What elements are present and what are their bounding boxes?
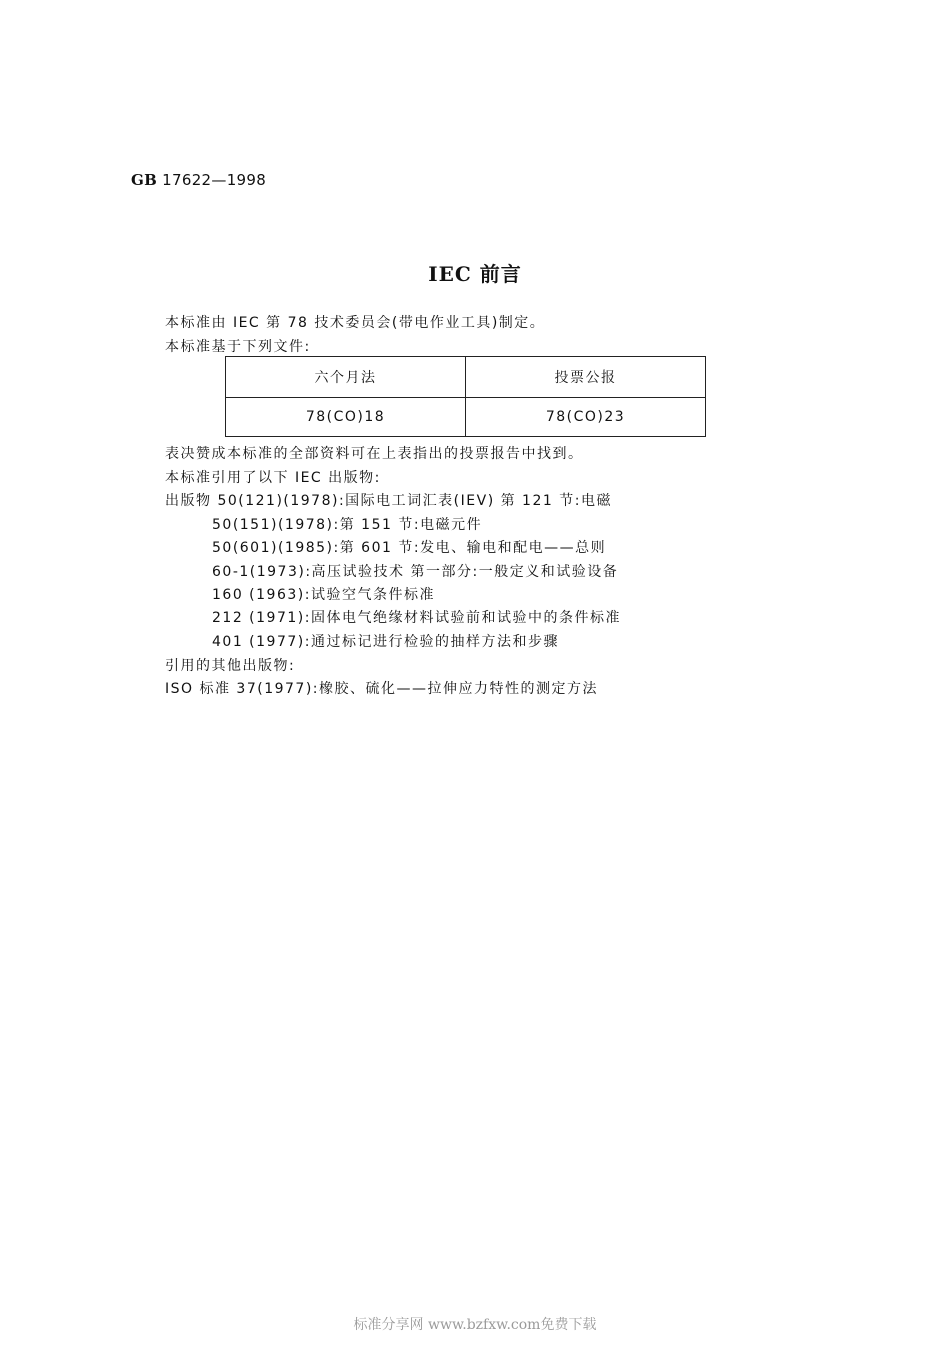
paragraph-voting: 表决赞成本标准的全部资料可在上表指出的投票报告中找到。 <box>165 446 584 462</box>
page-title: IEC 前言 <box>428 262 522 286</box>
standard-number: 17622—1998 <box>162 171 267 189</box>
publication-item: 50(151)(1978):第 151 节:电磁元件 <box>212 517 483 533</box>
paragraph-references: 本标准引用了以下 IEC 出版物: <box>165 470 381 486</box>
publication-item: 出版物 50(121)(1978):国际电工词汇表(IEV) 第 121 节:电磁 <box>165 493 612 509</box>
publication-item: 401 (1977):通过标记进行检验的抽样方法和步骤 <box>212 634 559 650</box>
table-cell: 78(CO)18 <box>226 398 466 437</box>
standard-prefix: GB <box>131 171 158 189</box>
table-cell: 78(CO)23 <box>466 398 706 437</box>
documents-table <box>225 356 706 437</box>
publication-item: 160 (1963):试验空气条件标准 <box>212 587 435 603</box>
paragraph-committee: 本标准由 IEC 第 78 技术委员会(带电作业工具)制定。 <box>165 315 546 331</box>
other-publications-heading: 引用的其他出版物: <box>165 658 296 674</box>
publication-item: 50(601)(1985):第 601 节:发电、输电和配电——总则 <box>212 540 607 556</box>
table-header-row <box>226 357 706 398</box>
standard-code-header <box>131 171 266 189</box>
publication-item: 60-1(1973):高压试验技术 第一部分:一般定义和试验设备 <box>212 564 619 580</box>
table-row <box>226 398 706 437</box>
paragraph-based-on: 本标准基于下列文件: <box>165 339 311 355</box>
table-header-cell: 投票公报 <box>466 357 706 398</box>
watermark-footer: 标准分享网 www.bzfxw.com免费下载 <box>353 1317 597 1333</box>
iso-publication-item: ISO 标准 37(1977):橡胶、硫化——拉伸应力特性的测定方法 <box>165 681 599 697</box>
table-header-cell: 六个月法 <box>226 357 466 398</box>
publication-item: 212 (1971):固体电气绝缘材料试验前和试验中的条件标准 <box>212 610 621 626</box>
